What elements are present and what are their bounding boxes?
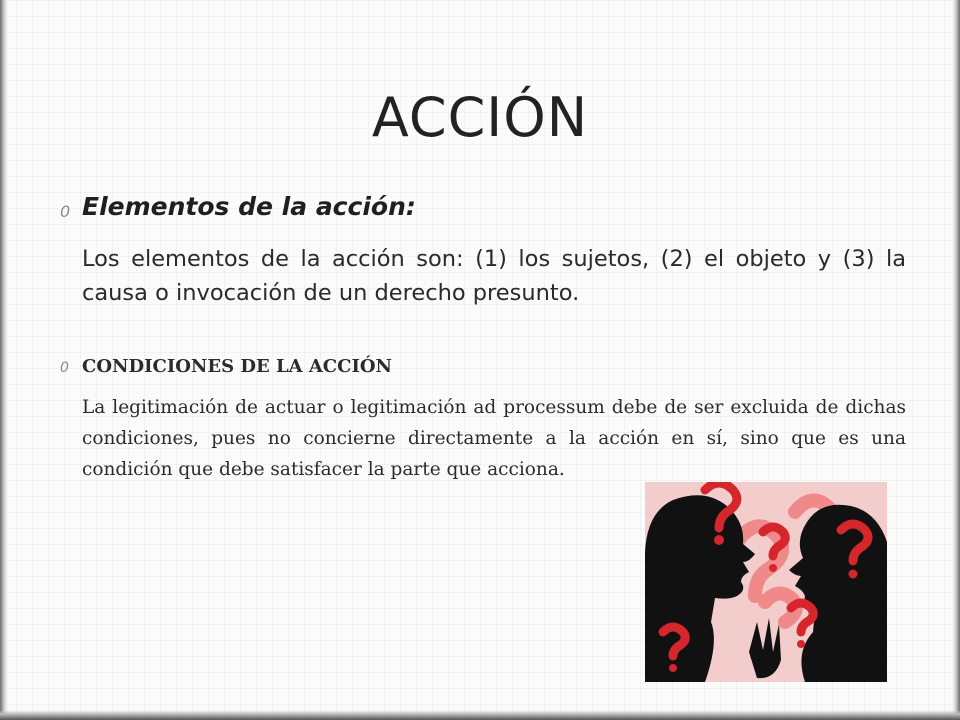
slide-title: ACCIÓN bbox=[371, 86, 589, 149]
section1-body: Los elementos de la acción son: (1) los sujetos, (2) el objeto y (3) la causa o invocación de un derecho presunto. bbox=[82, 246, 906, 306]
section1-heading: Elementos de la acción: bbox=[82, 192, 416, 221]
section2-heading: CONDICIONES DE LA ACCIÓN bbox=[82, 356, 393, 377]
section2-body: La legitimación de actuar o legitimación ad processum debe de ser excluida de dichas condiciones, pues no concierne directamente a la acción en sí, sino que es una condición que debe satisfacer la parte que acciona. bbox=[82, 397, 906, 480]
bullet-marker-2: 0 bbox=[60, 360, 69, 376]
arguing-people-question-marks-image bbox=[645, 482, 887, 682]
slide-frame-bottom bbox=[0, 710, 960, 720]
bullet-marker-1: 0 bbox=[60, 202, 71, 221]
